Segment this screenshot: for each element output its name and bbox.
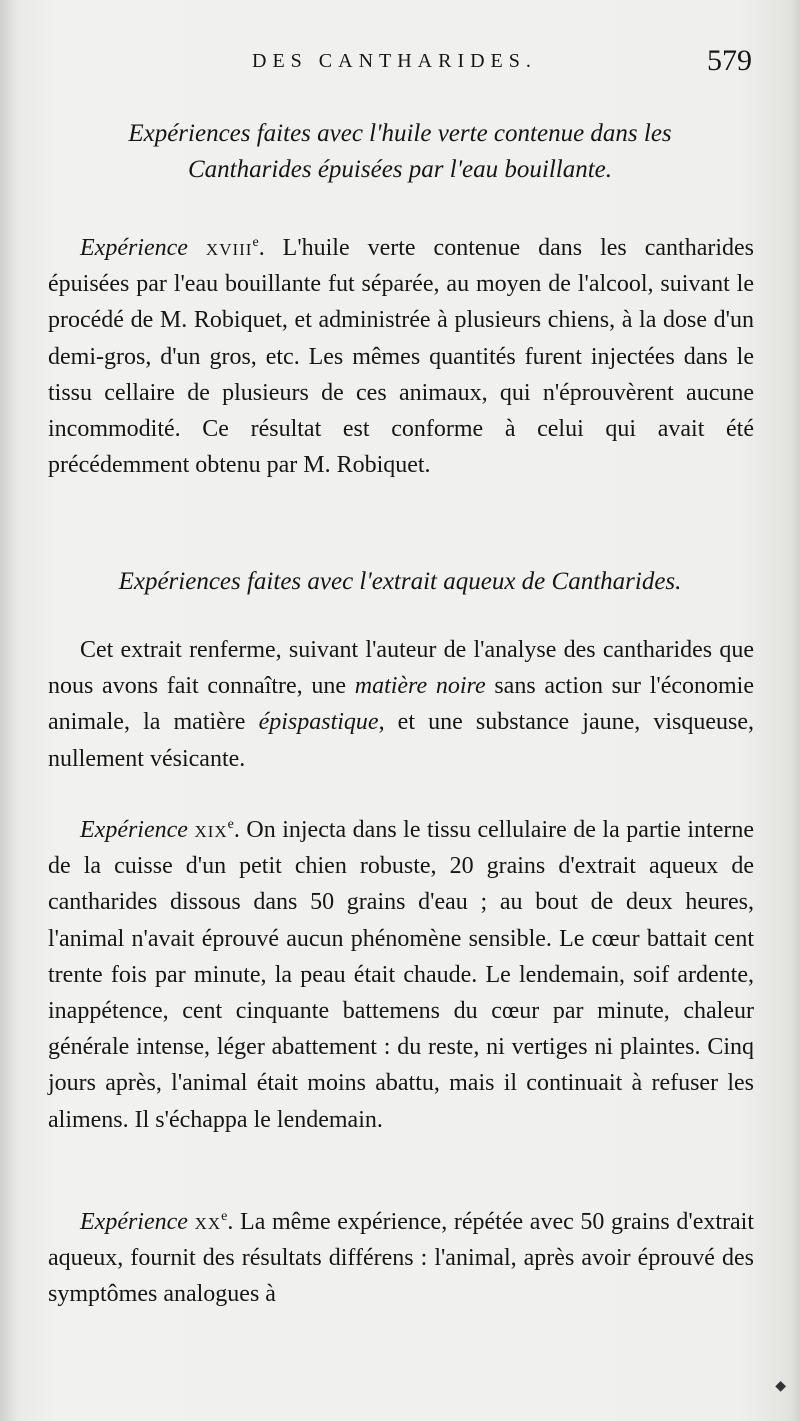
running-head: [0, 44, 800, 84]
heading-line-1: Expériences faites avec l'huile verte contenue dans les: [128, 120, 672, 147]
experience-label: Expérience: [80, 817, 188, 843]
paragraph-text: , et une substance jaune, visqueuse, nullement vésicante.: [48, 709, 755, 772]
italic-term: matière noire: [354, 673, 486, 700]
paragraph-experience-20: [48, 1204, 754, 1313]
paragraph-text: sans action sur l'économie animale, la matière: [48, 673, 754, 736]
paragraph-text: . L'huile verte contenue dans les cantharides épuisées par l'eau bouillante fut séparée, au moyen de l'alcool, suivant le procédé de M. Robiquet, et administrée à plusieurs chiens, à la dose d'un demi-gros, d'un gros, etc. Les mêmes quantités furent injectées dans le tissu cellaire de plusieurs de ces animaux, qui n'éprouvèrent aucune incommodité. Ce résultat est conforme à celui qui avait été précédemment obtenu par M. Robiquet.: [48, 235, 755, 479]
experience-number: xviii: [205, 235, 253, 261]
paragraph-text: . La même expérience, répétée avec 50 grains d'extrait aqueux, fournit des résultats différens : l'animal, après avoir éprouvé des symptômes analogues à: [48, 1209, 754, 1308]
heading-line: Expériences faites avec l'extrait aqueux de Cantharides.: [118, 568, 682, 595]
paragraph-experience-18: [48, 230, 754, 483]
heading-line-2: Cantharides épuisées par l'eau bouillante.: [187, 156, 613, 183]
paragraph-text: . On injecta dans le tissu cellulaire de la partie interne de la cuisse d'un petit chien robuste, 20 grains d'extrait aqueux de cantharides dissous dans 50 grains d'eau ; au bout de deux heures, l'animal n'avait éprouvé aucun phénomène sensible. Le cœur battait cent trente fois par minute, la peau était chaude. Le lendemain, soif ardente, inappétence, cent cinquante battemens du cœur par minute, chaleur générale intense, léger abattement : du reste, ni vertiges ni plaintes. Cinq jours après, l'animal était moins abattu, mais il continuait à refuser les alimens. Il s'échappa le lendemain.: [48, 817, 754, 1133]
experience-sup: e: [227, 817, 234, 832]
page-number: 579: [707, 44, 752, 77]
experience-sup: e: [221, 1209, 228, 1224]
experience-sup: e: [252, 235, 259, 250]
experience-number: xx: [194, 1209, 222, 1235]
experience-label: Expérience: [80, 235, 188, 261]
ink-mark-icon: ◆: [775, 1379, 786, 1394]
running-title: DES CANTHARIDES.: [252, 50, 537, 72]
experience-label: Expérience: [80, 1209, 188, 1235]
italic-term: épispastique: [258, 709, 379, 736]
paragraph-experience-19: [48, 812, 754, 1138]
section-heading-huile-verte: [0, 116, 800, 188]
paragraph-text: Cet extrait renferme, suivant l'auteur de l'analyse des cantharides que nous avons fait connaître, une: [48, 637, 754, 700]
section-heading-extrait-aqueux: [0, 564, 800, 600]
paragraph-extract-description: [48, 632, 754, 777]
experience-number: xix: [194, 817, 228, 843]
